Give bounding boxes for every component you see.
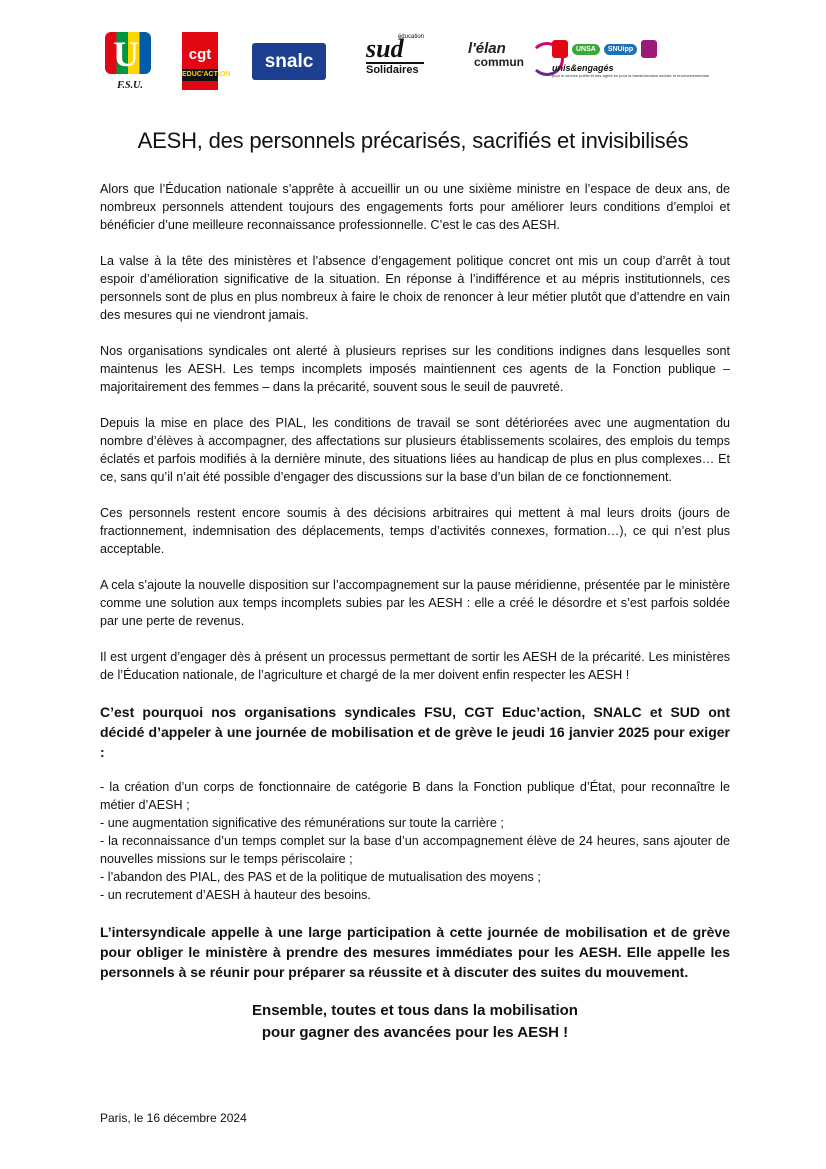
fsu-label: F.S.U. <box>117 80 143 91</box>
unis-label: unis&engagés <box>552 63 614 73</box>
demand-item: - l’abandon des PIAL, des PAS et de la politique de mutualisation des moyens ; <box>100 870 541 884</box>
paragraph: La valse à la tête des ministères et l’absence d’engagement politique concret ont mis un coup d’arrêt à tout espoir d’amélioration significative de la situation. En réponse à l’indifférence et au mépris institutionnels, ces personnels sont de plus en plus nombreux à faire le choix de renoncer à leur métier plutôt que d’attendre en vain des mesures qui ne viendront jamais. <box>100 254 730 322</box>
demands-list <box>100 778 730 904</box>
cgt-label: cgt <box>188 46 212 63</box>
cgt-small-icon <box>552 40 568 58</box>
demand-item: - une augmentation significative des rémunérations sur toute la carrière ; <box>100 816 504 830</box>
paragraph: A cela s’ajoute la nouvelle disposition sur l’accompagnement sur la pause méridienne, présentée par le ministère comme une solution aux temps incomplets subies par les AESH : elle a créé le désordre et s’est parfois soldée par une perte de revenus. <box>100 578 730 628</box>
sud-main-label: sud <box>366 34 404 63</box>
unis-sublabel: pour le service public et ses agent·es pour la transformation sociale et environnementale <box>552 73 709 78</box>
cgt-subtitle: EDUC'ACTION <box>182 69 218 81</box>
fsu-u-emblem: U <box>105 32 151 74</box>
page-title: AESH, des personnels précarisés, sacrifiés et invisibilisés <box>137 128 689 153</box>
sud-small-icon <box>641 40 657 58</box>
unis-engages-logo <box>552 40 717 78</box>
paragraph: Il est urgent d’engager dès à présent un processus permettant de sortir les AESH de la précarité. Les ministères de l’Éducation nationale, de l’agriculture et chargé de la mer doivent enfin respecter les AESH ! <box>100 650 730 682</box>
demand-item: - un recrutement d’AESH à hauteur des besoins. <box>100 888 371 902</box>
slogan <box>100 1000 730 1044</box>
elan-commun-logo <box>468 42 564 69</box>
strike-call: C’est pourquoi nos organisations syndicales FSU, CGT Educ’action, SNALC et SUD ont décidé d’appeler à une journée de mobilisation et de grève le jeudi 16 janvier 2025 pour exiger : <box>100 704 730 760</box>
sud-top-label: éducation <box>397 34 424 40</box>
slogan-line: pour gagner des avancées pour les AESH ! <box>261 1024 569 1041</box>
paragraph: Depuis la mise en place des PIAL, les conditions de travail se sont détériorées avec une augmentation du nombre d’élèves à accompagner, des affectations sur plusieurs établissements scolaires, des emplois du temps éclatés et parfois modifiés à la dernière minute, des situations liées au handicap de plus en plus complexes… Et ce, sans qu’il n’ait été possible d’engager des discussions sur la base d’un bilan de ce fonctionnement. <box>100 416 730 484</box>
unis-pill-1: UNSA <box>572 44 600 55</box>
cgt-educaction-logo <box>182 32 231 90</box>
closing-paragraph: L’intersyndicale appelle à une large participation à cette journée de mobilisation et de grève pour obliger le ministère à prendre des mesures immédiates pour les AESH. Elle appelle les personnels à se réunir pour préparer sa réussite et à discuter des suites du mouvement. <box>100 924 730 980</box>
sud-education-logo <box>366 34 424 76</box>
paragraph: Alors que l’Éducation nationale s’apprête à accueillir un ou une sixième ministre en l’espace de deux ans, de nombreux personnels attendent toujours des engagements forts pour améliorer leurs conditions d’emploi et bénéficier d’une meilleure reconnaissance professionnelle. C’est le cas des AESH. <box>100 182 730 232</box>
demand-item: - la reconnaissance d’un temps complet sur la base d’un accompagnement élève de 24 heures, sans ajouter de nouvelles missions sur le temps périscolaire ; <box>100 834 730 866</box>
date-line: Paris, le 16 décembre 2024 <box>100 1111 247 1125</box>
paragraph: Ces personnels restent encore soumis à des décisions arbitraires qui mettent à mal leurs droits (jours de fractionnement, indemnisation des déplacements, temps d’activités connexes, formation…), ce qui n’est plus acceptable. <box>100 506 730 556</box>
slogan-line: Ensemble, toutes et tous dans la mobilisation <box>252 1002 578 1019</box>
snalc-logo: snalc <box>252 43 326 80</box>
document-body <box>100 180 730 1044</box>
fsu-logo <box>105 32 155 91</box>
elan-top-label: l'élan <box>468 40 506 57</box>
unis-pill-2: SNUipp <box>604 44 637 55</box>
paragraph: Nos organisations syndicales ont alerté à plusieurs reprises sur les conditions indignes dans lesquelles sont maintenus les AESH. Les temps incomplets imposés maintiennent ces agents de la Fonction publique – majoritairement des femmes – dans la précarité, souvent sous le seuil de pauvreté. <box>100 344 730 394</box>
sud-bottom-label: Solidaires <box>366 62 424 76</box>
logo-bar <box>100 30 720 100</box>
elan-bottom-label: commun <box>474 55 525 69</box>
demand-item: - la création d’un corps de fonctionnaire de catégorie B dans la Fonction publique d’État, pour reconnaître le métier d’AESH ; <box>100 780 730 812</box>
